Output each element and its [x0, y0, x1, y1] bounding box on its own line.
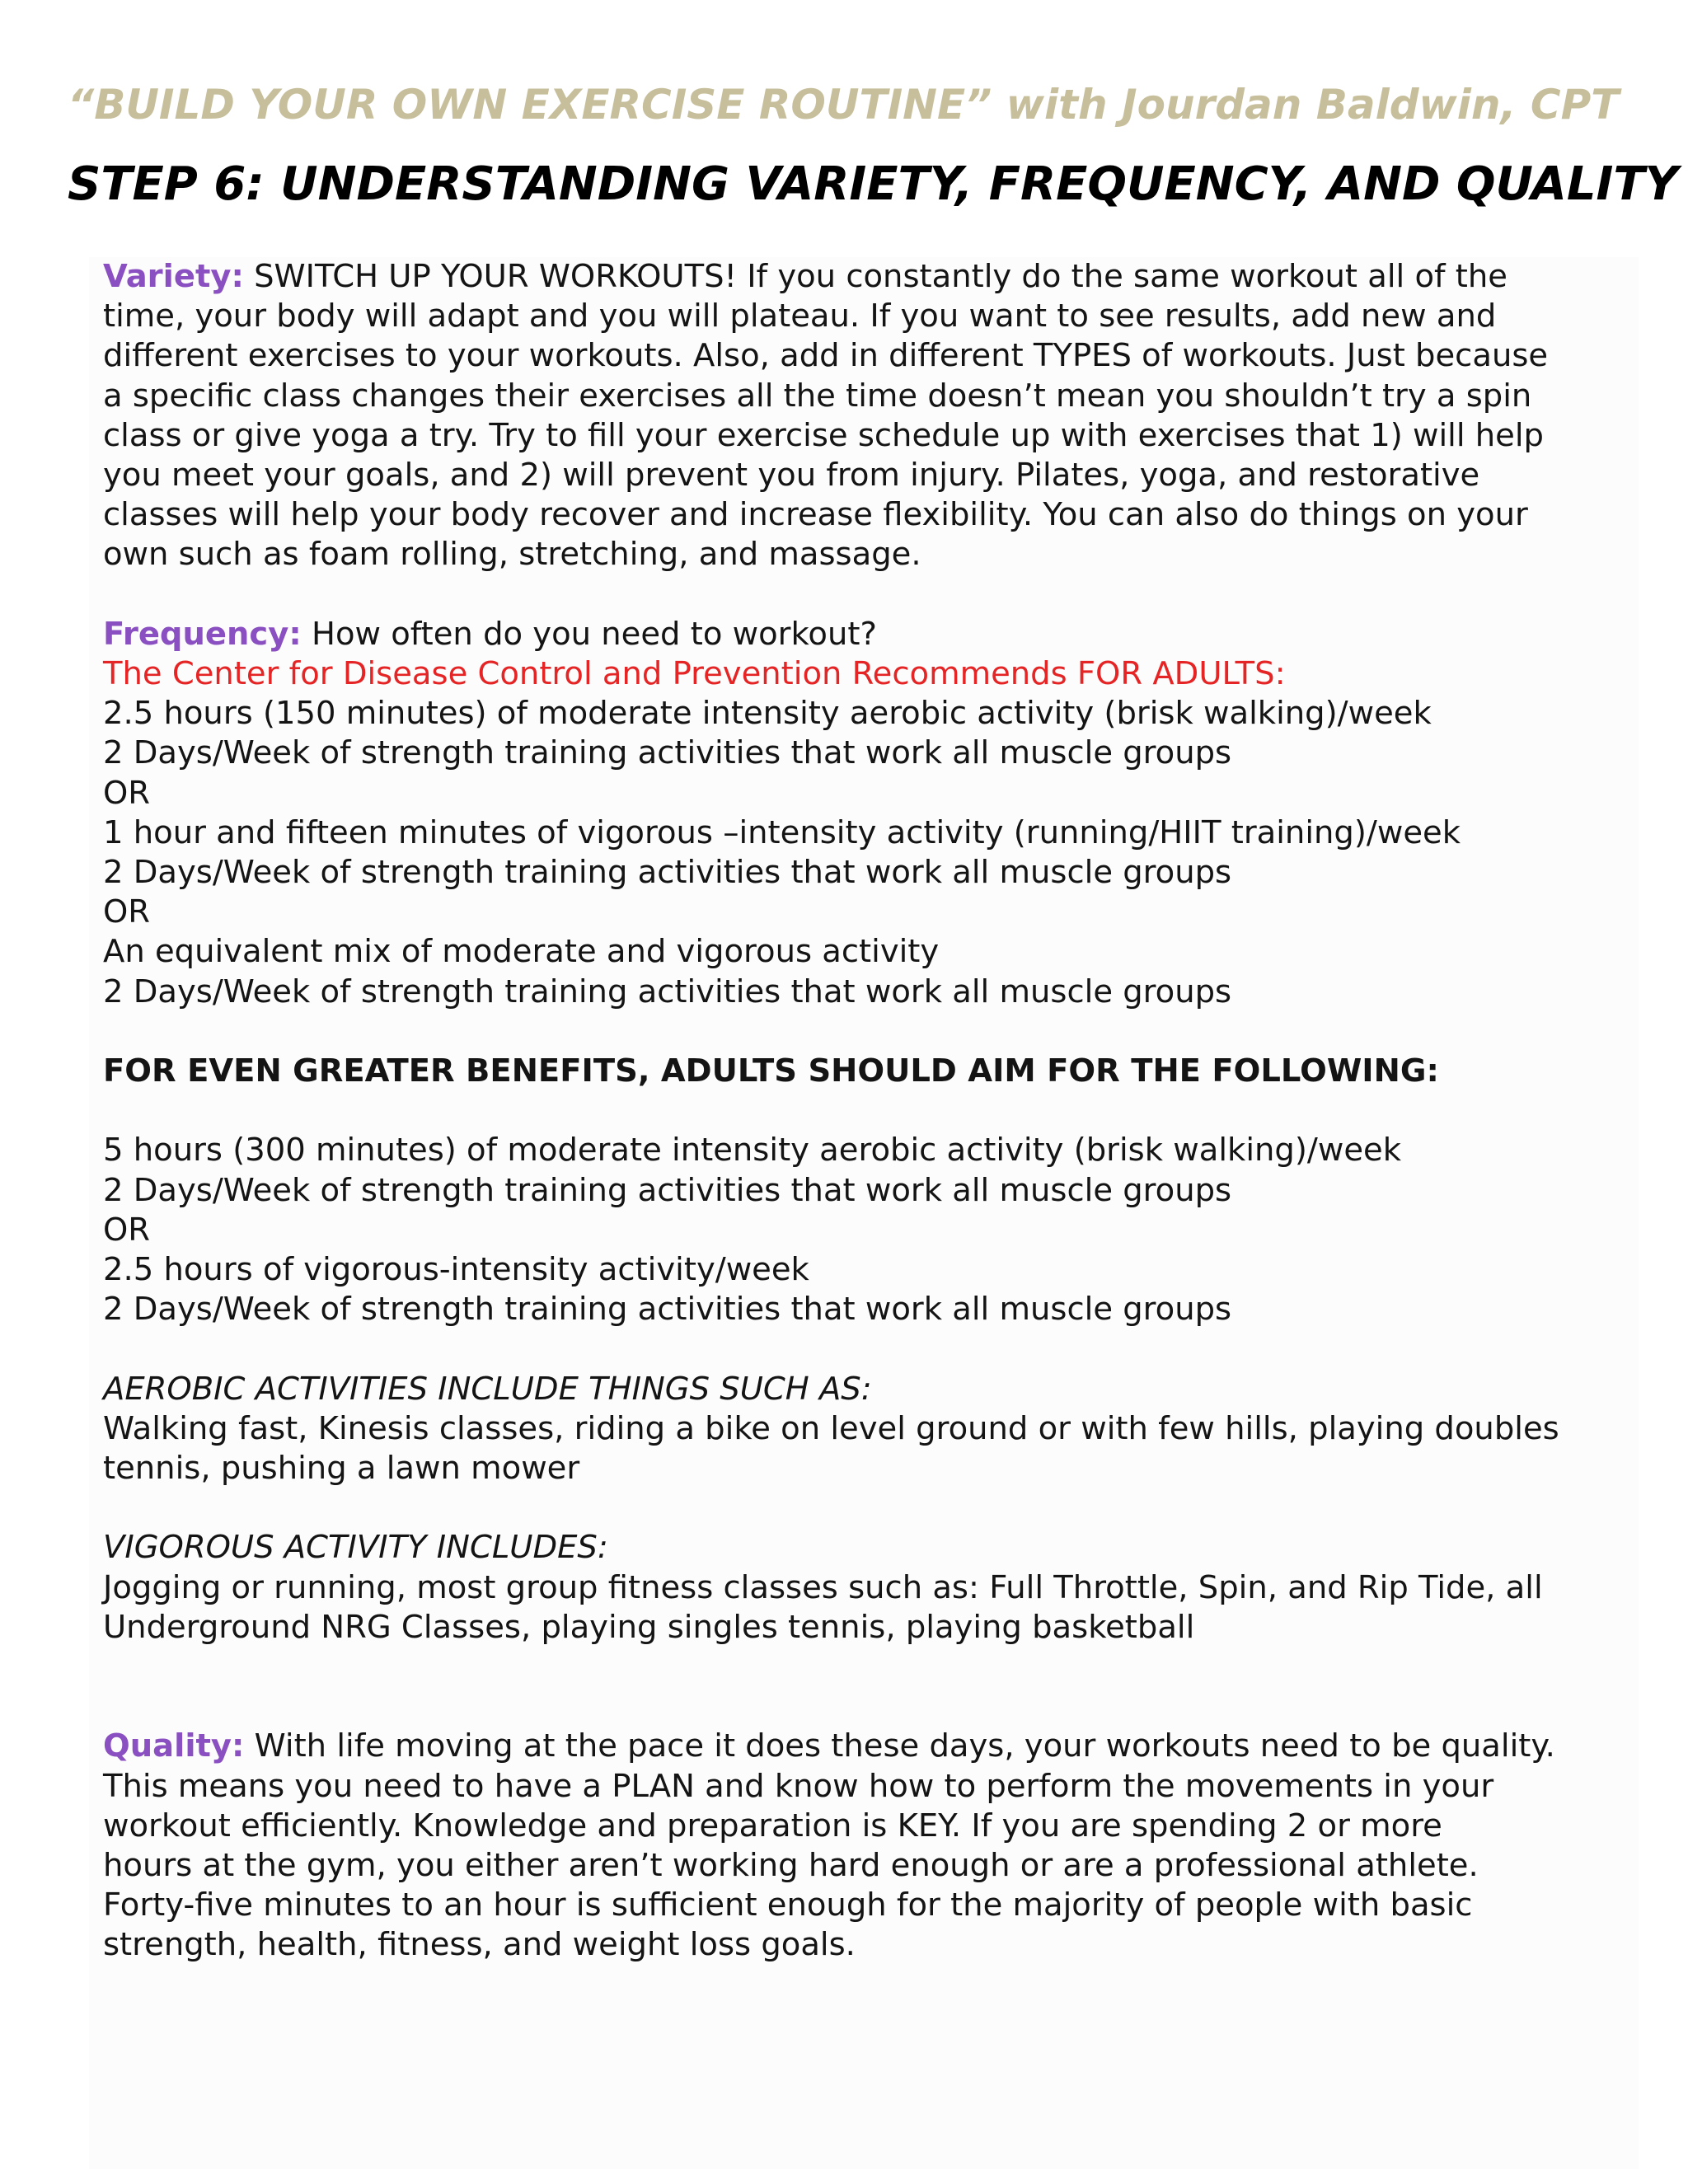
quality-line: With life moving at the pace it does these days, your workouts need to be quality.	[244, 1727, 1555, 1765]
frequency-line: OR	[103, 893, 151, 931]
variety-line: class or give yoga a try. Try to fill your exercise schedule up with exercises that 1) will help	[103, 416, 1544, 454]
spacer	[103, 1012, 1628, 1052]
aerobic-activities	[103, 1370, 1628, 1489]
vigorous-line: Underground NRG Classes, playing singles tennis, playing basketball	[103, 1608, 1195, 1646]
variety-line: time, your body will adapt and you will plateau. If you want to see results, add new and	[103, 298, 1497, 335]
cdc-recommendation-line: The Center for Disease Control and Prevention Recommends FOR ADULTS:	[103, 655, 1286, 693]
aerobic-line: tennis, pushing a lawn mower	[103, 1450, 580, 1488]
vigorous-heading: VIGOROUS ACTIVITY INCLUDES:	[103, 1529, 608, 1567]
greater-benefits-line: 5 hours (300 minutes) of moderate intensity aerobic activity (brisk walking)/week	[103, 1132, 1402, 1169]
vigorous-activities	[103, 1528, 1628, 1647]
aerobic-heading: AEROBIC ACTIVITIES INCLUDE THINGS SUCH AS:	[103, 1370, 872, 1408]
content-body	[103, 257, 1628, 1966]
step-title: STEP 6: UNDERSTANDING VARIETY, FREQUENCY, AND QUALITY	[68, 157, 1679, 211]
greater-benefits-line: 2 Days/Week of strength training activities that work all muscle groups	[103, 1171, 1232, 1209]
quality-line: Forty-five minutes to an hour is sufficient enough for the majority of people with basic	[103, 1886, 1473, 1924]
variety-line: classes will help your body recover and increase flexibility. You can also do things on your	[103, 496, 1528, 534]
frequency-line: 1 hour and fifteen minutes of vigorous –intensity activity (running/HIIT training)/week	[103, 813, 1461, 851]
variety-first-line	[103, 257, 1628, 297]
frequency-first-line	[103, 615, 1628, 654]
frequency-line: OR	[103, 774, 151, 812]
frequency-question: How often do you need to workout?	[301, 615, 877, 653]
vigorous-line: Jogging or running, most group fitness classes such as: Full Throttle, Spin, and Rip Tide, all	[103, 1568, 1543, 1606]
frequency-label: Frequency:	[103, 615, 302, 653]
variety-line: a specific class changes their exercises all the time doesn’t mean you shouldn’t try a spin	[103, 377, 1532, 415]
quality-label: Quality:	[103, 1727, 245, 1765]
quality-line: strength, health, fitness, and weight loss goals.	[103, 1926, 856, 1964]
greater-benefits-list	[103, 1131, 1628, 1329]
frequency-line: 2 Days/Week of strength training activities that work all muscle groups	[103, 854, 1232, 892]
variety-line: own such as foam rolling, stretching, and massage.	[103, 536, 921, 574]
variety-line: you meet your goals, and 2) will prevent you from injury. Pilates, yoga, and restorative	[103, 457, 1480, 494]
greater-benefits-line: 2.5 hours of vigorous-intensity activity/week	[103, 1251, 809, 1289]
quality-section	[103, 1727, 1628, 1965]
spacer	[103, 1329, 1628, 1369]
variety-line: SWITCH UP YOUR WORKOUTS! If you constantly do the same workout all of the	[243, 258, 1507, 295]
spacer	[103, 1647, 1628, 1727]
quality-line: This means you need to have a PLAN and know how to perform the movements in your	[103, 1767, 1494, 1805]
frequency-line: An equivalent mix of moderate and vigorous activity	[103, 933, 940, 971]
document-header-title: “BUILD YOUR OWN EXERCISE ROUTINE” with Jourdan Baldwin, CPT	[68, 81, 1620, 129]
quality-line: hours at the gym, you either aren’t working hard enough or are a professional athlete.	[103, 1847, 1479, 1885]
greater-benefits-line: 2 Days/Week of strength training activities that work all muscle groups	[103, 1291, 1232, 1329]
variety-label: Variety:	[103, 258, 244, 295]
quality-line: workout efficiently. Knowledge and preparation is KEY. If you are spending 2 or more	[103, 1807, 1442, 1844]
spacer	[103, 575, 1628, 615]
variety-section	[103, 257, 1628, 575]
quality-first-line	[103, 1727, 1628, 1766]
spacer	[103, 1488, 1628, 1528]
frequency-section	[103, 615, 1628, 1012]
greater-benefits-heading: FOR EVEN GREATER BENEFITS, ADULTS SHOULD AIM FOR THE FOLLOWING:	[103, 1052, 1439, 1090]
frequency-line: 2 Days/Week of strength training activities that work all muscle groups	[103, 734, 1232, 772]
spacer	[103, 1091, 1628, 1131]
frequency-line: 2.5 hours (150 minutes) of moderate intensity aerobic activity (brisk walking)/week	[103, 695, 1432, 733]
frequency-line: 2 Days/Week of strength training activities that work all muscle groups	[103, 972, 1232, 1010]
greater-benefits-line: OR	[103, 1211, 151, 1249]
variety-line: different exercises to your workouts. Also, add in different TYPES of workouts. Just because	[103, 337, 1549, 375]
aerobic-line: Walking fast, Kinesis classes, riding a bike on level ground or with few hills, playing doubles	[103, 1409, 1559, 1447]
